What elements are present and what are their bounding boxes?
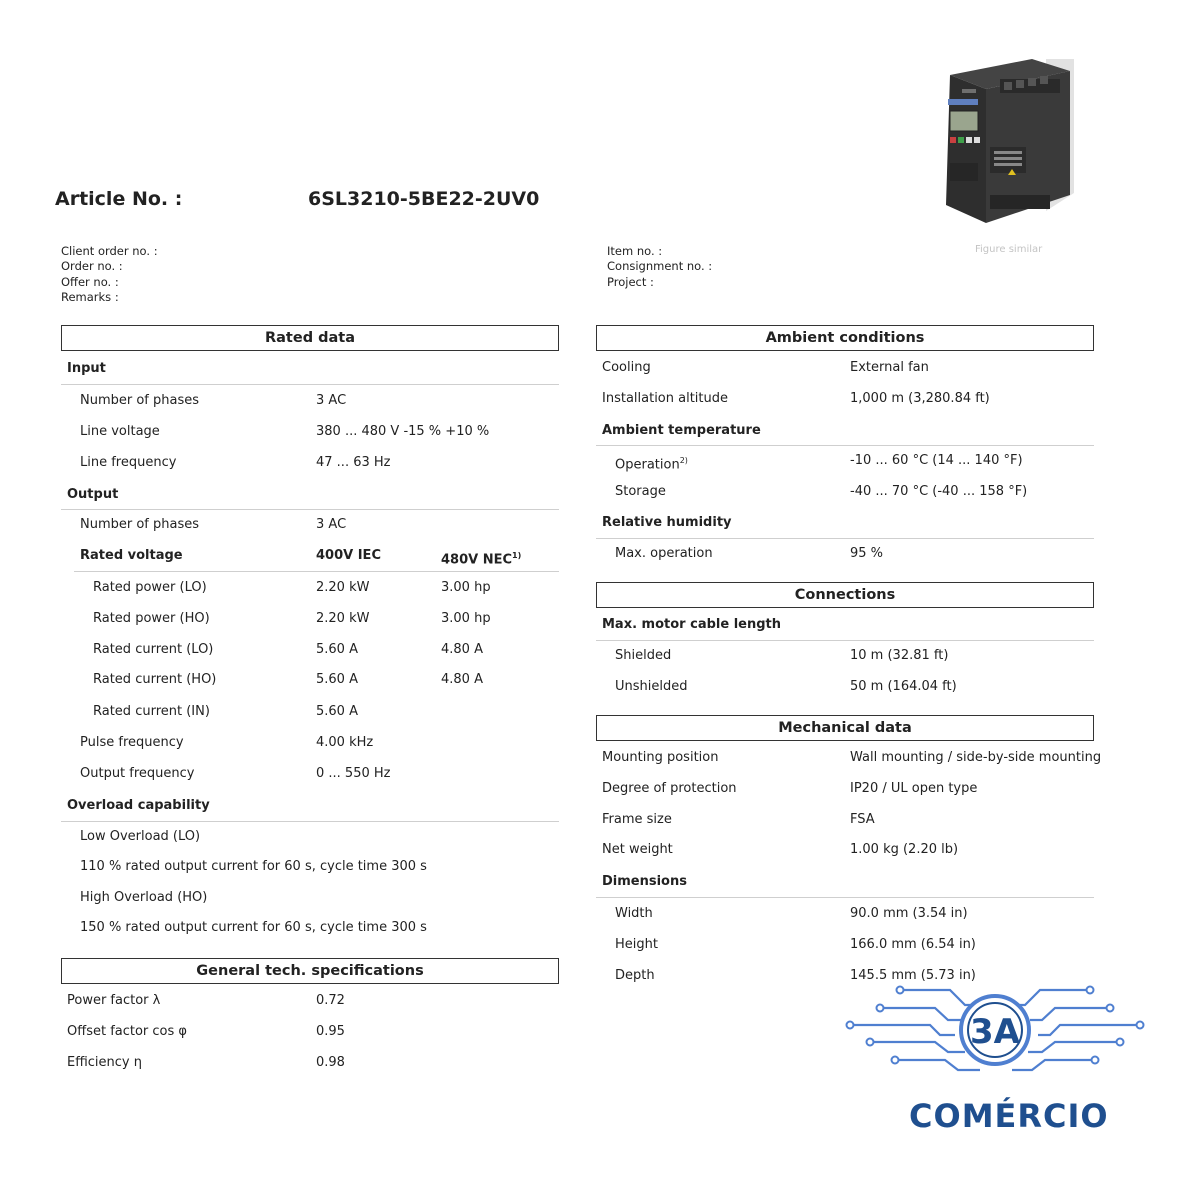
ambient-header: Ambient conditions (596, 325, 1094, 351)
rated-power-ho-nec: 3.00 hp (441, 611, 491, 626)
rated-power-ho-label: Rated power (HO) (93, 611, 210, 626)
rated-current-ho-iec: 5.60 A (316, 672, 358, 687)
cooling-value: External fan (850, 360, 929, 375)
rated-current-lo-nec: 4.80 A (441, 642, 483, 657)
net-weight-value: 1.00 kg (2.20 lb) (850, 842, 959, 857)
shielded-value: 10 m (32.81 ft) (850, 648, 949, 663)
high-overload-label: High Overload (HO) (80, 890, 208, 905)
frame-size-value: FSA (850, 812, 875, 827)
storage-temp-label: Storage (615, 484, 666, 499)
pulse-frequency-value: 4.00 kHz (316, 735, 374, 750)
rated-current-lo-label: Rated current (LO) (93, 642, 214, 657)
input-phases-value: 3 AC (316, 393, 347, 408)
protection-value: IP20 / UL open type (850, 781, 978, 796)
humidity-label: Relative humidity (602, 515, 732, 530)
storage-temp-value: -40 ... 70 °C (-40 ... 158 °F) (850, 484, 1028, 499)
offer-no-label: Offer no. : (61, 274, 119, 289)
power-factor-label: Power factor λ (67, 993, 161, 1008)
item-no-label: Item no. : (607, 244, 663, 258)
rated-power-lo-label: Rated power (LO) (93, 580, 207, 595)
rated-voltage-label: Rated voltage (80, 548, 183, 563)
order-meta-left (61, 244, 158, 305)
width-value: 90.0 mm (3.54 in) (850, 906, 968, 921)
product-image (938, 55, 1080, 227)
order-no-label: Order no. : (61, 259, 123, 274)
operation-temp-label: Operation$^{2)}$ (615, 456, 688, 473)
unshielded-label: Unshielded (615, 679, 688, 694)
output-frequency-value: 0 ... 550 Hz (316, 766, 391, 781)
low-overload-desc: 110 % rated output current for 60 s, cycle time 300 s (80, 859, 427, 874)
logo-badge: 3A (970, 1012, 1020, 1052)
rated-data-header: Rated data (61, 325, 559, 351)
mechanical-header: Mechanical data (596, 715, 1094, 741)
pulse-frequency-label: Pulse frequency (80, 735, 184, 750)
offset-factor-label: Offset factor cos φ (67, 1024, 187, 1039)
max-operation-value: 95 % (850, 546, 884, 561)
altitude-label: Installation altitude (602, 391, 729, 406)
rated-power-lo-nec: 3.00 hp (441, 580, 491, 595)
efficiency-value: 0.98 (316, 1055, 345, 1070)
connections-header: Connections (596, 582, 1094, 608)
overload-label: Overload capability (67, 798, 210, 813)
output-label: Output (67, 487, 119, 502)
operation-temp-value: -10 ... 60 °C (14 ... 140 °F) (850, 453, 1023, 468)
mounting-label: Mounting position (602, 750, 719, 765)
rated-current-lo-iec: 5.60 A (316, 642, 358, 657)
net-weight-label: Net weight (602, 842, 673, 857)
output-frequency-label: Output frequency (80, 766, 195, 781)
project-label: Project : (607, 274, 654, 289)
cooling-label: Cooling (602, 360, 651, 375)
mounting-value: Wall mounting / side-by-side mounting (850, 750, 1102, 765)
low-overload-label: Low Overload (LO) (80, 829, 201, 844)
rated-current-ho-label: Rated current (HO) (93, 672, 217, 687)
figure-note: Figure similar (975, 244, 1043, 255)
rated-current-in-label: Rated current (IN) (93, 704, 210, 719)
client-order-label: Client order no. : (61, 244, 158, 258)
ambient-temp-label: Ambient temperature (602, 423, 761, 438)
high-overload-desc: 150 % rated output current for 60 s, cycle time 300 s (80, 920, 427, 935)
line-frequency-label: Line frequency (80, 455, 177, 470)
output-phases-value: 3 AC (316, 517, 347, 532)
rated-voltage-nec: 480V NEC$^{1)}$ (441, 551, 522, 568)
rated-current-ho-nec: 4.80 A (441, 672, 483, 687)
line-voltage-label: Line voltage (80, 424, 160, 439)
remarks-label: Remarks : (61, 289, 119, 304)
frame-size-label: Frame size (602, 812, 672, 827)
rated-power-lo-iec: 2.20 kW (316, 580, 370, 595)
width-label: Width (615, 906, 653, 921)
input-phases-label: Number of phases (80, 393, 200, 408)
protection-label: Degree of protection (602, 781, 737, 796)
logo-wordmark: COMÉRCIO (909, 1097, 1109, 1135)
efficiency-label: Efficiency η (67, 1055, 142, 1070)
consignment-no-label: Consignment no. : (607, 259, 713, 274)
max-operation-label: Max. operation (615, 546, 713, 561)
depth-label: Depth (615, 968, 655, 983)
depth-value: 145.5 mm (5.73 in) (850, 968, 976, 983)
rated-power-ho-iec: 2.20 kW (316, 611, 370, 626)
offset-factor-value: 0.95 (316, 1024, 345, 1039)
cable-length-label: Max. motor cable length (602, 617, 782, 632)
line-voltage-value: 380 ... 480 V -15 % +10 % (316, 424, 490, 439)
line-frequency-value: 47 ... 63 Hz (316, 455, 391, 470)
unshielded-value: 50 m (164.04 ft) (850, 679, 957, 694)
height-label: Height (615, 937, 658, 952)
shielded-label: Shielded (615, 648, 672, 663)
output-phases-label: Number of phases (80, 517, 200, 532)
article-label: Article No. : (55, 188, 183, 210)
power-factor-value: 0.72 (316, 993, 345, 1008)
rated-current-in-iec: 5.60 A (316, 704, 358, 719)
rated-voltage-iec: 400V IEC (316, 548, 381, 563)
altitude-value: 1,000 m (3,280.84 ft) (850, 391, 990, 406)
dimensions-label: Dimensions (602, 874, 687, 889)
height-value: 166.0 mm (6.54 in) (850, 937, 976, 952)
circuit-logo-icon (840, 980, 1150, 1090)
order-meta-right (607, 244, 712, 290)
input-label: Input (67, 361, 106, 376)
general-specs-header: General tech. specifications (61, 958, 559, 984)
article-number: 6SL3210-5BE22-2UV0 (308, 188, 540, 210)
